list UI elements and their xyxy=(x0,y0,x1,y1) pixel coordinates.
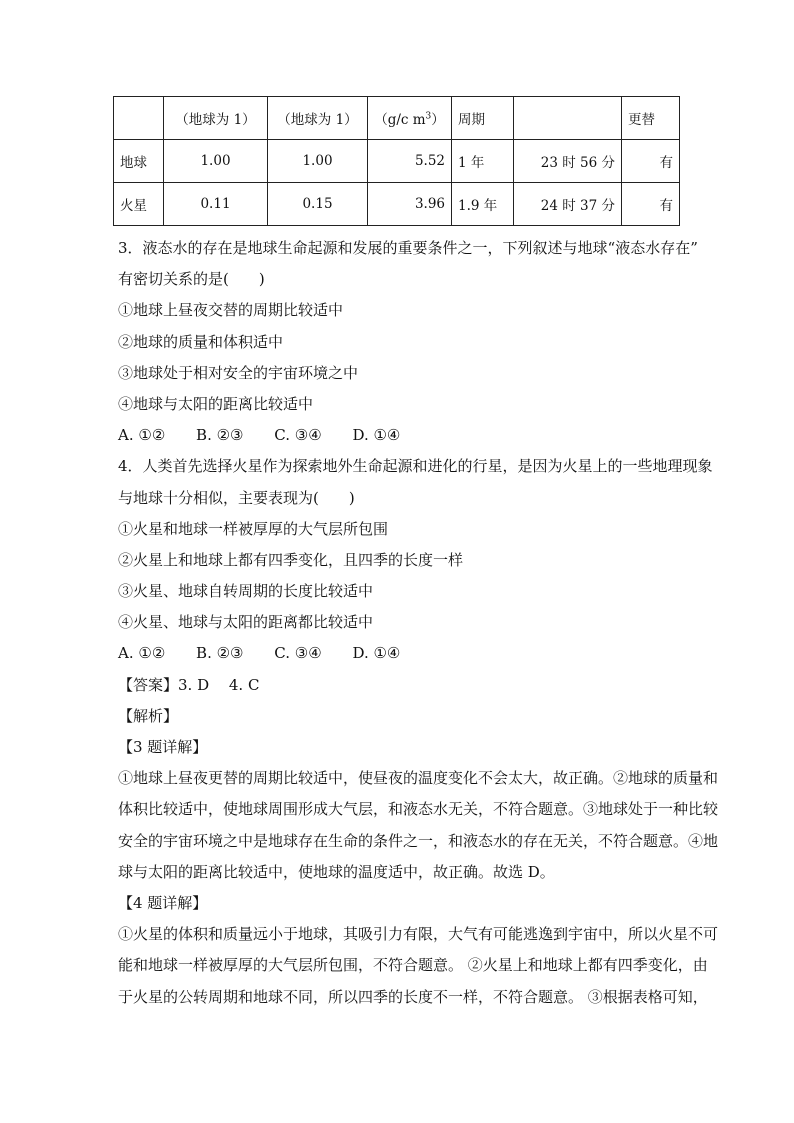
explanation-heading: 【3 题详解】 xyxy=(118,738,208,756)
explanation-line: 能和地球一样被厚厚的大气层所包围，不符合题意。 ②火星上和地球上都有四季变化，由 xyxy=(118,956,708,975)
unit-superscript: 3 xyxy=(425,111,432,122)
statement-item: ①地球上昼夜交替的周期比较适中 xyxy=(118,301,344,320)
explanation-line: 安全的宇宙环境之中是地球存在生命的条件之一，和液态水的存在无关，不符合题意。④地 xyxy=(118,831,719,850)
table-cell: 5.52 xyxy=(368,140,452,183)
table-cell: 1.9 年 xyxy=(452,183,514,226)
explanation-line: 球与太阳的距离比较适中，使地球的温度适中，故正确。故选 D。 xyxy=(118,862,555,881)
answer-options xyxy=(118,638,688,669)
planet-comparison-table xyxy=(113,96,680,226)
explanation-line: ①火星的体积和质量远小于地球，其吸引力有限，大气有可能逃逸到宇宙中，所以火星不可 xyxy=(118,925,719,944)
table-cell: 地球 xyxy=(114,140,164,183)
option-d: D. ①④ xyxy=(352,644,401,663)
question-4-explanation xyxy=(118,888,719,1013)
table-cell: 3.96 xyxy=(368,183,452,226)
explanation-line: ①地球上昼夜更替的周期比较适中，使昼夜的温度变化不会太大，故正确。②地球的质量和 xyxy=(118,769,719,788)
explanation-line: 体积比较适中，使地球周围形成大气层，和液态水无关，不符合题意。③地球处于一种比较 xyxy=(118,800,719,819)
table-header-cell: 更替 xyxy=(622,97,680,140)
question-stem: 3．液态水的存在是地球生命起源和发展的重要条件之一，下列叙述与地球“液态水存在” xyxy=(118,239,698,257)
table-cell: 有 xyxy=(622,183,680,226)
explanation-heading: 【4 题详解】 xyxy=(118,893,208,912)
question-stem: 与地球十分相似，主要表现为( ) xyxy=(118,488,355,507)
table-header-cell: （地球为 1） xyxy=(268,97,368,140)
density-unit: （g/c m xyxy=(374,112,426,128)
statement-item: ④火星、地球与太阳的距离都比较适中 xyxy=(118,613,374,632)
table-cell: 有 xyxy=(622,140,680,183)
table-cell: 0.11 xyxy=(164,183,268,226)
table-header-cell: 周期 xyxy=(452,97,514,140)
question-stem: 4．人类首先选择火星作为探索地外生命起源和进化的行星，是因为火星上的一些地理现象 xyxy=(118,457,713,476)
analysis-heading: 【解析】 xyxy=(118,706,179,725)
option-b: B. ②③ xyxy=(196,426,244,445)
statement-item: ④地球与太阳的距离比较适中 xyxy=(118,394,314,413)
explanation-line: 于火星的公转周期和地球不同，所以四季的长度不一样，不符合题意。 ③根据表格可知， xyxy=(118,987,708,1006)
table-header-cell xyxy=(114,97,164,140)
table-header-cell: （地球为 1） xyxy=(164,97,268,140)
option-b: B. ②③ xyxy=(196,644,244,663)
table-row xyxy=(114,140,680,183)
table-cell: 1 年 xyxy=(452,140,514,183)
statement-item: ③火星、地球自转周期的长度比较适中 xyxy=(118,582,374,601)
question-3 xyxy=(118,233,698,451)
answer-key: 【答案】3. D 4. C xyxy=(118,675,260,694)
table-cell: 火星 xyxy=(114,183,164,226)
question-stem: 有密切关系的是( ) xyxy=(118,270,265,289)
statement-item: ③地球处于相对安全的宇宙环境之中 xyxy=(118,363,359,382)
document-body xyxy=(118,233,719,1013)
statement-item: ②地球的质量和体积适中 xyxy=(118,332,284,351)
table-cell: 24 时 37 分 xyxy=(514,183,622,226)
table-header-cell xyxy=(514,97,622,140)
answer-options xyxy=(118,420,688,451)
statement-item: ②火星上和地球上都有四季变化，且四季的长度一样 xyxy=(118,550,464,569)
question-4 xyxy=(118,451,713,669)
table-header-row xyxy=(114,97,680,140)
table-cell: 23 时 56 分 xyxy=(514,140,622,183)
unit-close: ） xyxy=(431,112,445,128)
table-row xyxy=(114,183,680,226)
option-a: A. ①② xyxy=(118,644,166,663)
table-cell: 0.15 xyxy=(268,183,368,226)
option-a: A. ①② xyxy=(118,426,166,445)
table-cell: 1.00 xyxy=(164,140,268,183)
option-c: C. ③④ xyxy=(274,426,322,445)
option-c: C. ③④ xyxy=(274,644,322,663)
statement-item: ①火星和地球一样被厚厚的大气层所包围 xyxy=(118,519,389,538)
table-header-cell xyxy=(368,97,452,140)
question-3-explanation xyxy=(118,732,719,888)
table-cell: 1.00 xyxy=(268,140,368,183)
option-d: D. ①④ xyxy=(352,426,401,445)
